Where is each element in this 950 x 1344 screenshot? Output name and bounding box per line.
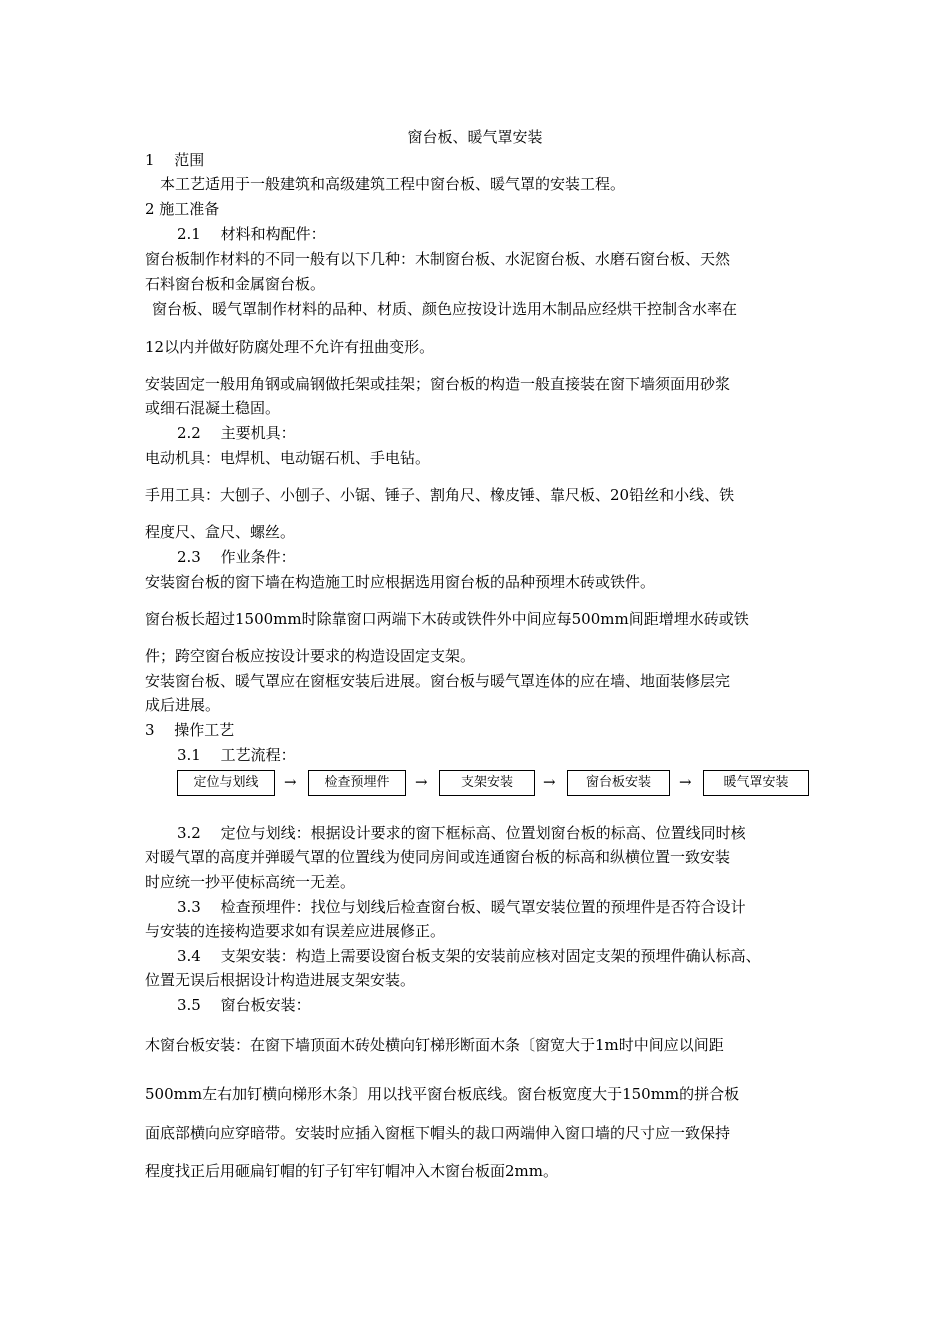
paragraph-line: 石料窗台板和金属窗台板。 (145, 275, 326, 293)
flow-arrow-icon: → (543, 773, 556, 791)
paragraph-line: 手用工具：大刨子、小刨子、小锯、锤子、割角尺、橡皮锤、靠尺板、20铅丝和小线、铁 (145, 486, 735, 504)
flow-arrow-icon: → (284, 773, 297, 791)
flow-arrow-icon: → (415, 773, 428, 791)
flow-step-box: 支架安装 (439, 770, 535, 796)
flow-step-box: 定位与划线 (177, 770, 275, 796)
paragraph-line: 程度找正后用砸扁钉帽的钉子钉牢钉帽冲入木窗台板面2mm。 (145, 1162, 558, 1180)
paragraph: 本工艺适用于一般建筑和高级建筑工程中窗台板、暖气罩的安装工程。 (145, 175, 626, 193)
paragraph-line: 电动机具：电焊机、电动锯石机、手电钻。 (145, 449, 431, 467)
paragraph-line: 窗台板制作材料的不同一般有以下几种：木制窗台板、水泥窗台板、水磨石窗台板、天然 (145, 250, 731, 268)
paragraph-line: 安装窗台板的窗下墙在构造施工时应根据选用窗台板的品种预埋木砖或铁件。 (145, 573, 656, 591)
paragraph-line: 安装窗台板、暖气罩应在窗框安装后进展。窗台板与暖气罩连体的应在墙、地面装修层完 (145, 672, 731, 690)
subsection-3-5-heading: 3.5 窗台板安装： (177, 996, 311, 1014)
paragraph-line: 成后进展。 (145, 696, 221, 714)
paragraph-line: 对暖气罩的高度并弹暖气罩的位置线为使同房间或连通窗台板的标高和纵横位置一致安装 (145, 848, 731, 866)
section-2-heading: 2 施工准备 (145, 200, 220, 218)
paragraph-line: 程度尺、盒尺、螺丝。 (145, 523, 296, 541)
paragraph-line: 3.2 定位与划线：根据设计要求的窗下框标高、位置划窗台板的标高、位置线同时核 (177, 824, 746, 842)
paragraph-line: 与安装的连接构造要求如有误差应进展修正。 (145, 922, 446, 940)
paragraph-line: 窗台板长超过1500mm时除靠窗口两端下木砖或铁件外中间应每500mm间距增埋水砖或铁 (145, 610, 749, 628)
flow-step-box: 检查预埋件 (308, 770, 406, 796)
paragraph-line: 3.3 检查预埋件：找位与划线后检查窗台板、暖气罩安装位置的预埋件是否符合设计 (177, 898, 746, 916)
section-1-heading: 1 范围 (145, 151, 205, 169)
paragraph-line: 或细石混凝土稳固。 (145, 399, 281, 417)
flow-arrow-icon: → (679, 773, 692, 791)
section-3-heading: 3 操作工艺 (145, 721, 235, 739)
paragraph-line: 件；跨空窗台板应按设计要求的构造设固定支架。 (145, 647, 476, 665)
paragraph-line: 时应统一抄平使标高统一无差。 (145, 873, 356, 891)
paragraph-line: 安装固定一般用角钢或扁钢做托架或挂架；窗台板的构造一般直接装在窗下墙须面用砂浆 (145, 375, 731, 393)
flow-step-box: 暖气罩安装 (703, 770, 809, 796)
subsection-2-1-heading: 2.1 材料和构配件： (177, 225, 326, 243)
paragraph-line: 位置无误后根据设计构造进展支架安装。 (145, 971, 416, 989)
document-title: 窗台板、暖气罩安装 (407, 128, 543, 146)
paragraph-line: 窗台板、暖气罩制作材料的品种、材质、颜色应按设计选用木制品应经烘干控制含水率在 (152, 300, 738, 318)
paragraph-line: 木窗台板安装：在窗下墙顶面木砖处横向钉梯形断面木条〔窗宽大于1m时中间应以间距 (145, 1036, 724, 1054)
paragraph-line: 3.4 支架安装：构造上需要设窗台板支架的安装前应核对固定支架的预埋件确认标高、 (177, 947, 761, 965)
paragraph-line: 12以内并做好防腐处理不允许有扭曲变形。 (145, 338, 435, 356)
paragraph-line: 500mm左右加钉横向梯形木条〕用以找平窗台板底线。窗台板宽度大于150mm的拼合板 (145, 1085, 740, 1103)
subsection-3-1-heading: 3.1 工艺流程： (177, 746, 296, 764)
subsection-2-2-heading: 2.2 主要机具： (177, 424, 296, 442)
paragraph-line: 面底部横向应穿暗带。安装时应插入窗框下帽头的裁口两端伸入窗口墙的尺寸应一致保持 (145, 1124, 731, 1142)
flow-step-box: 窗台板安装 (567, 770, 670, 796)
subsection-2-3-heading: 2.3 作业条件： (177, 548, 296, 566)
